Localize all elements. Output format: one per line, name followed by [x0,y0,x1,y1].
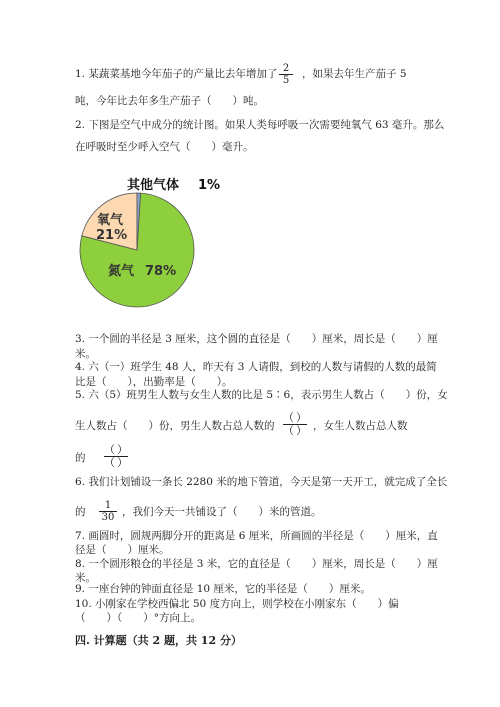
q1-line2-text: 吨，今年比去年多生产茄子（ ）吨。 [75,95,264,107]
q4-line2-text: 比是（ ），出勤率是（ ）。 [75,376,233,388]
pie-label-nitrogen: 氮气 [108,264,135,279]
q10-line2-text: （ ）（ ）°方向上。 [75,612,201,624]
pie-label-other: 其他气体 [127,178,180,193]
q1-fraction [279,63,293,86]
q5-blank-fraction-2 [104,445,128,468]
pie-pct-nitrogen: 78% [145,264,177,279]
q1-frac-numerator: 2 [279,63,293,75]
q5-line2-text-b: ，女生人数占总人数 [313,420,408,432]
q1-line1-text-b: ，如果去年生产茄子 5 [302,68,407,80]
q6-frac-denominator: 30 [101,512,115,523]
pie-label-oxygen: 氧气 [97,213,124,228]
q8-line1-text: 8. 一个圆形粮仓的半径是 3 米，它的直径是（ ）厘米，周长是（ ）厘 [75,558,438,570]
q5-line1-text: 5. 六（5）班男生人数与女生人数的比是 5∶6，表示男生人数占（ ）份，女 [75,389,448,401]
q1-frac-denominator: 5 [282,75,290,86]
q5-blank-frac2-top: （） [104,443,130,456]
q5-blank-fraction-1 [283,413,307,436]
q2-line1-text: 2. 下图是空气中成分的统计图。如果人类每呼吸一次需要纯氧气 63 毫升。那么 [75,119,445,131]
q5-line2-text-a: 生人数占（ ）份，男生人数占总人数的 [75,420,275,432]
q6-line1-text: 6. 我们计划铺设一条长 2280 米的地下管道，今天是第一天开工，就完成了全长 [75,476,448,488]
q6-line2-text-b: ，我们今天一共铺设了（ ）米的管道。 [122,506,322,518]
q5-blank-frac2-bottom: （） [104,456,130,469]
pie-pct-other: 1% [198,178,221,193]
q5-line3-text: 的 [75,452,86,464]
q6-line2-text-a: 的 [75,506,86,518]
section-4-heading: 四. 计算题（共 2 题，共 12 分） [75,634,242,647]
pie-pct-oxygen: 21% [96,228,128,243]
q7-line2-text: 径是（ ）厘米。 [75,544,170,556]
air-composition-pie-chart [75,172,295,322]
q6-frac-numerator: 1 [99,500,117,512]
q8-line2-text: 米。 [75,572,96,584]
q4-line1-text: 4. 六（一）班学生 48 人，昨天有 3 人请假，到校的人数与请假的人数的最简 [75,361,437,373]
q3-line1-text: 3. 一个圆的半径是 3 厘米，这个圆的直径是（ ）厘米，周长是（ ）厘 [75,333,438,345]
q9-line1-text: 9. 一座台钟的钟面直径是 10 厘米，它的半径是（ ）厘米。 [75,583,371,595]
q2-line2-text: 在呼吸时至少呼入空气（ ）毫升。 [75,141,254,153]
q1-line1-text: 1. 某蔬菜基地今年茄子的产量比去年增加了 [75,68,278,80]
q7-line1-text: 7. 画圆时，圆规两脚分开的距离是 6 厘米，所画圆的半径是（ ）厘米，直 [75,530,438,542]
q10-line1-text: 10. 小刚家在学校西偏北 50 度方向上，则学校在小刚家东（ ）偏 [75,598,399,610]
q5-blank-frac1-bottom: （） [283,424,309,437]
q3-line2-text: 米。 [75,348,96,360]
q6-fraction [99,500,117,523]
q5-blank-frac1-top: （） [283,411,309,424]
